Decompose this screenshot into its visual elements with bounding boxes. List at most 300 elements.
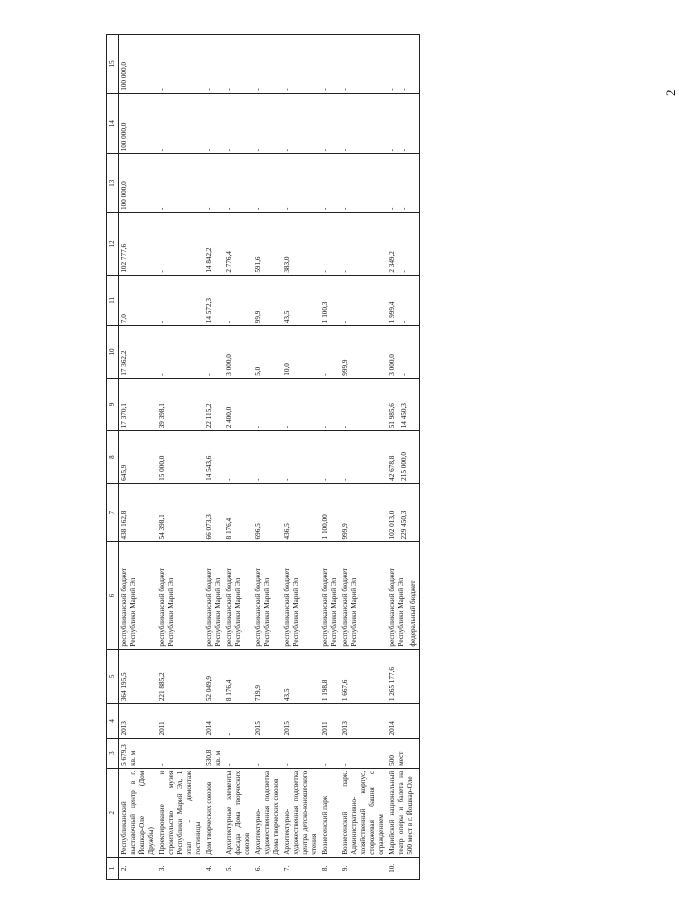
column-header-12: 12 (107, 213, 119, 276)
cell-value: 1 100,3 (320, 301, 329, 324)
cell-col-7 (118, 483, 157, 542)
cell-col-12 (253, 213, 282, 276)
cell-value: 696,5 (253, 523, 262, 540)
cell-col-4 (157, 704, 204, 738)
cell-value: Архитектурно-художественная подсветка Дома творческих союзов (253, 770, 280, 855)
cell-value: 17 370,1 (119, 403, 128, 429)
cell-col-14 (157, 93, 204, 154)
cell-col-13 (340, 154, 387, 213)
cell-value: 2014 (387, 721, 396, 736)
cell-value: 102 777,6 (119, 243, 128, 273)
cell-value: 2015 (253, 721, 262, 736)
cell-value: 999,9 (340, 359, 349, 376)
cell-col-2 (224, 768, 253, 857)
cell-value: Марийский национальный театр оперы и балета на 500 мест в г. Йошкар-Оле (387, 770, 414, 855)
cell-col-7 (282, 483, 320, 542)
cell-col-5 (253, 649, 282, 704)
cell-subvalue: - (399, 373, 408, 376)
cell-col-5 (204, 649, 224, 704)
cell-col-11 (118, 275, 157, 326)
header-row (107, 35, 119, 880)
cell-col-5 (320, 649, 340, 704)
cell-value: республиканский бюджет Республики Марий Эл (320, 568, 338, 647)
cell-value: 8 176,4 (224, 517, 233, 540)
cell-value: - (387, 148, 396, 152)
cell-value: - (320, 270, 329, 273)
cell-col-2 (282, 768, 320, 857)
cell-value: - (253, 763, 262, 766)
column-header-6: 6 (107, 542, 119, 649)
cell-col-13 (157, 154, 204, 213)
cell-col-12 (387, 213, 420, 276)
cell-col-9 (340, 378, 387, 431)
column-header-8: 8 (107, 431, 119, 484)
cell-col-3 (340, 738, 387, 768)
cell-col-8 (157, 431, 204, 484)
cell-col-5 (282, 649, 320, 704)
cell-col-1 (118, 857, 157, 879)
cell-col-1 (224, 857, 253, 879)
cell-col-12 (282, 213, 320, 276)
page-number: 2 (663, 89, 678, 96)
cell-value: республиканский бюджет Республики Марий Эл (282, 568, 300, 647)
cell-value: 22 115,2 (204, 403, 213, 429)
cell-col-3 (118, 738, 157, 768)
cell-value: - (282, 478, 291, 481)
column-header-11: 11 (107, 275, 119, 326)
cell-col-2 (118, 768, 157, 857)
cell-col-10 (253, 326, 282, 379)
cell-col-13 (320, 154, 340, 213)
cell-value: 2011 (320, 721, 329, 736)
cell-value: 51 985,6 (387, 403, 396, 429)
cell-value: - (204, 373, 213, 376)
cell-col-13 (224, 154, 253, 213)
cell-col-7 (204, 483, 224, 542)
cell-value: 14 842,2 (204, 247, 213, 273)
cell-value: - (224, 733, 233, 736)
cell-subvalue: - (399, 207, 408, 210)
table-row (204, 35, 224, 880)
cell-subvalue: федеральный бюджет (408, 580, 417, 647)
cell-col-15 (157, 35, 204, 94)
cell-value: республиканский бюджет Республики Марий Эл (340, 568, 358, 647)
cell-value: - (224, 88, 233, 91)
cell-value: 54 398,1 (157, 514, 166, 540)
cell-value: - (387, 207, 396, 210)
cell-value: республиканский бюджет Республики Марий Эл (157, 568, 175, 647)
cell-col-6 (204, 542, 224, 649)
cell-col-10 (118, 326, 157, 379)
cell-value: - (340, 88, 349, 91)
cell-value: - (320, 207, 329, 210)
cell-value: - (320, 425, 329, 429)
cell-value: - (340, 270, 349, 273)
cell-value: республиканский бюджет Республики Марий Эл (119, 568, 137, 647)
cell-col-9 (253, 378, 282, 431)
cell-value: 4. (204, 865, 213, 872)
cell-value: 364 195,5 (119, 672, 128, 702)
cell-value: - (224, 207, 233, 210)
cell-col-11 (387, 275, 420, 326)
cell-col-15 (387, 35, 420, 94)
cell-col-7 (320, 483, 340, 542)
cell-col-7 (387, 483, 420, 542)
table-row (320, 35, 340, 880)
cell-value: 221 885,2 (157, 672, 166, 702)
cell-value: 99,9 (253, 310, 262, 324)
cell-value: 645,9 (119, 464, 128, 481)
cell-value: республиканский бюджет Республики Марий Эл (224, 568, 242, 647)
table-row (387, 35, 420, 880)
cell-col-3 (253, 738, 282, 768)
cell-value: Вознесенский парк (320, 795, 329, 855)
cell-value: - (387, 88, 396, 91)
cell-value: 100 000,0 (119, 181, 128, 210)
cell-col-13 (253, 154, 282, 213)
cell-value: 2 400,0 (224, 406, 233, 429)
column-header-5: 5 (107, 649, 119, 704)
cell-col-14 (320, 93, 340, 154)
cell-value: 591,6 (253, 256, 262, 273)
cell-col-9 (224, 378, 253, 431)
cell-value: 102 013,0 (387, 510, 396, 540)
cell-col-7 (253, 483, 282, 542)
cell-value: - (157, 270, 166, 273)
column-header-13: 13 (107, 154, 119, 213)
cell-col-2 (340, 768, 387, 857)
cell-value: 2011 (157, 721, 166, 736)
cell-value: 10. (387, 863, 396, 873)
cell-value: - (340, 207, 349, 210)
cell-col-4 (320, 704, 340, 738)
cell-value: 52 049,9 (204, 676, 213, 702)
cell-col-15 (118, 35, 157, 94)
cell-value: 2015 (282, 721, 291, 736)
cell-subvalue: 215 000,0 (399, 452, 408, 481)
cell-col-4 (387, 704, 420, 738)
column-header-10: 10 (107, 326, 119, 379)
cell-subvalue: - (399, 320, 408, 324)
cell-value: 3 000,0 (387, 354, 396, 376)
cell-col-7 (340, 483, 387, 542)
cell-col-8 (387, 431, 420, 484)
cell-value: республиканский бюджет Республики Марий Эл (387, 568, 405, 647)
cell-value: - (282, 88, 291, 91)
cell-value: - (224, 478, 233, 481)
cell-value: 1 667,6 (340, 679, 349, 702)
cell-value: - (282, 763, 291, 766)
cell-value: 8 176,4 (224, 679, 233, 702)
table-row (118, 35, 157, 880)
budget-table (106, 34, 420, 880)
cell-value: 10,0 (282, 363, 291, 376)
cell-value: 14 572,3 (204, 298, 213, 324)
cell-col-3 (157, 738, 204, 768)
cell-col-9 (387, 378, 420, 431)
table-row (253, 35, 282, 880)
cell-col-15 (340, 35, 387, 94)
cell-value: республиканский бюджет Республики Марий Эл (204, 568, 222, 647)
cell-col-10 (387, 326, 420, 379)
cell-value: 500 мест (387, 751, 405, 766)
cell-value: 436,5 (282, 523, 291, 540)
cell-value: 5. (224, 865, 233, 872)
cell-value: 7. (282, 865, 291, 872)
cell-col-14 (282, 93, 320, 154)
cell-col-11 (282, 275, 320, 326)
cell-value: Республиканский выставочный центр в г. Йошкар-Оле (Дом Дружбы) (119, 770, 155, 855)
cell-value: 1 265 177,6 (387, 667, 396, 702)
table-row (282, 35, 320, 880)
cell-value: 5,0 (253, 366, 262, 376)
cell-col-14 (224, 93, 253, 154)
cell-col-1 (204, 857, 224, 879)
cell-value: - (253, 478, 262, 481)
cell-col-4 (204, 704, 224, 738)
cell-value: - (204, 88, 213, 91)
cell-value: - (224, 320, 233, 324)
cell-value: - (204, 148, 213, 152)
cell-col-8 (118, 431, 157, 484)
column-header-2: 2 (107, 768, 119, 857)
cell-col-6 (253, 542, 282, 649)
cell-col-2 (204, 768, 224, 857)
cell-value: 530,8 кв. м (204, 749, 222, 766)
cell-subvalue: - (399, 148, 408, 152)
cell-value: - (282, 425, 291, 429)
cell-value: 719,9 (253, 684, 262, 702)
cell-col-11 (224, 275, 253, 326)
cell-col-14 (387, 93, 420, 154)
cell-value: - (320, 88, 329, 91)
column-header-14: 14 (107, 93, 119, 154)
cell-value: - (282, 148, 291, 152)
cell-value: 6. (253, 865, 262, 872)
cell-col-1 (253, 857, 282, 879)
cell-value: 100 000,0 (119, 122, 128, 152)
cell-col-9 (118, 378, 157, 431)
cell-col-15 (224, 35, 253, 94)
table-body (118, 35, 419, 880)
cell-value: 438 162,8 (119, 510, 128, 540)
cell-value: 7,0 (119, 314, 128, 324)
cell-value: 1 100,00 (320, 514, 329, 540)
cell-col-4 (282, 704, 320, 738)
cell-col-12 (118, 213, 157, 276)
cell-value: 2013 (119, 721, 128, 736)
cell-col-10 (320, 326, 340, 379)
table-row (224, 35, 253, 880)
cell-value: - (320, 148, 329, 152)
table-row (157, 35, 204, 880)
cell-col-12 (320, 213, 340, 276)
cell-col-1 (282, 857, 320, 879)
cell-value: - (340, 425, 349, 429)
cell-value: - (340, 763, 349, 766)
cell-col-3 (387, 738, 420, 768)
cell-value: Архитектурно-художественная подсветка центра детско-юношеского чтения (282, 770, 318, 855)
cell-value: 1 198,8 (320, 679, 329, 702)
cell-col-6 (157, 542, 204, 649)
column-header-4: 4 (107, 704, 119, 738)
cell-value: республиканский бюджет Республики Марий Эл (253, 568, 271, 647)
cell-col-1 (387, 857, 420, 879)
cell-col-14 (253, 93, 282, 154)
cell-col-4 (224, 704, 253, 738)
cell-col-2 (157, 768, 204, 857)
cell-value: - (157, 148, 166, 152)
cell-col-10 (204, 326, 224, 379)
cell-value: 3. (157, 865, 166, 872)
cell-value: 66 073,3 (204, 514, 213, 540)
cell-col-5 (118, 649, 157, 704)
cell-col-3 (204, 738, 224, 768)
cell-subvalue: - (399, 88, 408, 91)
cell-value: 1 999,4 (387, 301, 396, 324)
cell-col-11 (340, 275, 387, 326)
cell-col-8 (204, 431, 224, 484)
cell-value: 15 000,0 (157, 455, 166, 481)
cell-col-1 (340, 857, 387, 879)
cell-value: Вознесенский парк. Административно-хозяйственный корпус, сторожевая башня с ограждением (340, 770, 385, 855)
cell-value: 2014 (204, 721, 213, 736)
cell-col-3 (224, 738, 253, 768)
cell-col-15 (320, 35, 340, 94)
cell-col-3 (320, 738, 340, 768)
cell-col-6 (340, 542, 387, 649)
cell-value: 2. (119, 865, 128, 872)
column-header-3: 3 (107, 738, 119, 768)
cell-value: - (253, 207, 262, 210)
cell-value: 2 349,2 (387, 251, 396, 273)
cell-col-5 (224, 649, 253, 704)
cell-value: - (340, 320, 349, 324)
cell-col-8 (282, 431, 320, 484)
column-header-9: 9 (107, 378, 119, 431)
cell-col-8 (253, 431, 282, 484)
cell-value: 14 543,6 (204, 455, 213, 481)
cell-col-9 (204, 378, 224, 431)
cell-col-3 (282, 738, 320, 768)
cell-col-4 (253, 704, 282, 738)
cell-col-6 (282, 542, 320, 649)
cell-value: 2 776,4 (224, 251, 233, 273)
column-header-1: 1 (107, 857, 119, 879)
cell-col-1 (320, 857, 340, 879)
cell-col-5 (157, 649, 204, 704)
cell-col-11 (157, 275, 204, 326)
cell-col-10 (224, 326, 253, 379)
cell-col-10 (340, 326, 387, 379)
cell-col-8 (340, 431, 387, 484)
cell-col-15 (204, 35, 224, 94)
cell-value: - (282, 207, 291, 210)
cell-col-9 (282, 378, 320, 431)
cell-col-6 (118, 542, 157, 649)
cell-value: - (157, 763, 166, 766)
cell-col-12 (340, 213, 387, 276)
cell-value: - (340, 478, 349, 481)
cell-col-4 (118, 704, 157, 738)
cell-col-10 (157, 326, 204, 379)
cell-col-10 (282, 326, 320, 379)
cell-col-14 (204, 93, 224, 154)
cell-value: 999,9 (340, 523, 349, 540)
cell-value: 42 678,8 (387, 455, 396, 481)
cell-col-14 (118, 93, 157, 154)
cell-col-11 (320, 275, 340, 326)
cell-col-14 (340, 93, 387, 154)
cell-value: - (253, 425, 262, 429)
cell-col-11 (253, 275, 282, 326)
cell-value: 100 000,0 (119, 62, 128, 91)
cell-value: - (340, 148, 349, 152)
cell-value: 3 000,0 (224, 354, 233, 376)
cell-col-6 (320, 542, 340, 649)
cell-subvalue: 14 450,3 (399, 403, 408, 429)
cell-col-4 (340, 704, 387, 738)
cell-value: - (157, 320, 166, 324)
cell-value: 5 679,3 кв. м (119, 744, 137, 766)
cell-value: - (253, 148, 262, 152)
cell-col-2 (253, 768, 282, 857)
cell-value: - (204, 207, 213, 210)
cell-col-7 (157, 483, 204, 542)
cell-col-13 (387, 154, 420, 213)
cell-value: - (157, 207, 166, 210)
cell-col-13 (282, 154, 320, 213)
cell-col-1 (157, 857, 204, 879)
cell-col-15 (253, 35, 282, 94)
cell-value: - (224, 148, 233, 152)
cell-value: 383,0 (282, 256, 291, 273)
cell-col-15 (282, 35, 320, 94)
cell-value: 17 362,2 (119, 350, 128, 376)
cell-col-5 (340, 649, 387, 704)
cell-value: - (320, 478, 329, 481)
cell-col-12 (224, 213, 253, 276)
cell-col-8 (320, 431, 340, 484)
cell-col-2 (320, 768, 340, 857)
budget-table-sheet (106, 34, 654, 880)
cell-subvalue: - (399, 270, 408, 273)
cell-subvalue: 229 450,3 (399, 510, 408, 540)
cell-value: 2013 (340, 721, 349, 736)
cell-col-2 (387, 768, 420, 857)
cell-value: - (320, 373, 329, 376)
cell-col-8 (224, 431, 253, 484)
cell-col-12 (157, 213, 204, 276)
cell-value: - (320, 763, 329, 766)
cell-col-7 (224, 483, 253, 542)
cell-value: Дом творческих союзов (204, 781, 213, 855)
cell-value: 9. (340, 865, 349, 872)
cell-value: Архитектурные элементы фасада Дома творческих союзов (224, 770, 251, 855)
cell-col-12 (204, 213, 224, 276)
cell-value: - (157, 373, 166, 376)
cell-col-9 (157, 378, 204, 431)
cell-value: 39 398,1 (157, 403, 166, 429)
cell-value: Проектирование и строительство музея Республики Марий Эл, 1 этап - демонтаж гостиницы (157, 770, 202, 855)
cell-col-11 (204, 275, 224, 326)
cell-col-13 (118, 154, 157, 213)
cell-col-6 (387, 542, 420, 649)
cell-value: - (224, 763, 233, 766)
cell-value: 43,5 (282, 688, 291, 702)
cell-value: - (157, 88, 166, 91)
table-row (340, 35, 387, 880)
